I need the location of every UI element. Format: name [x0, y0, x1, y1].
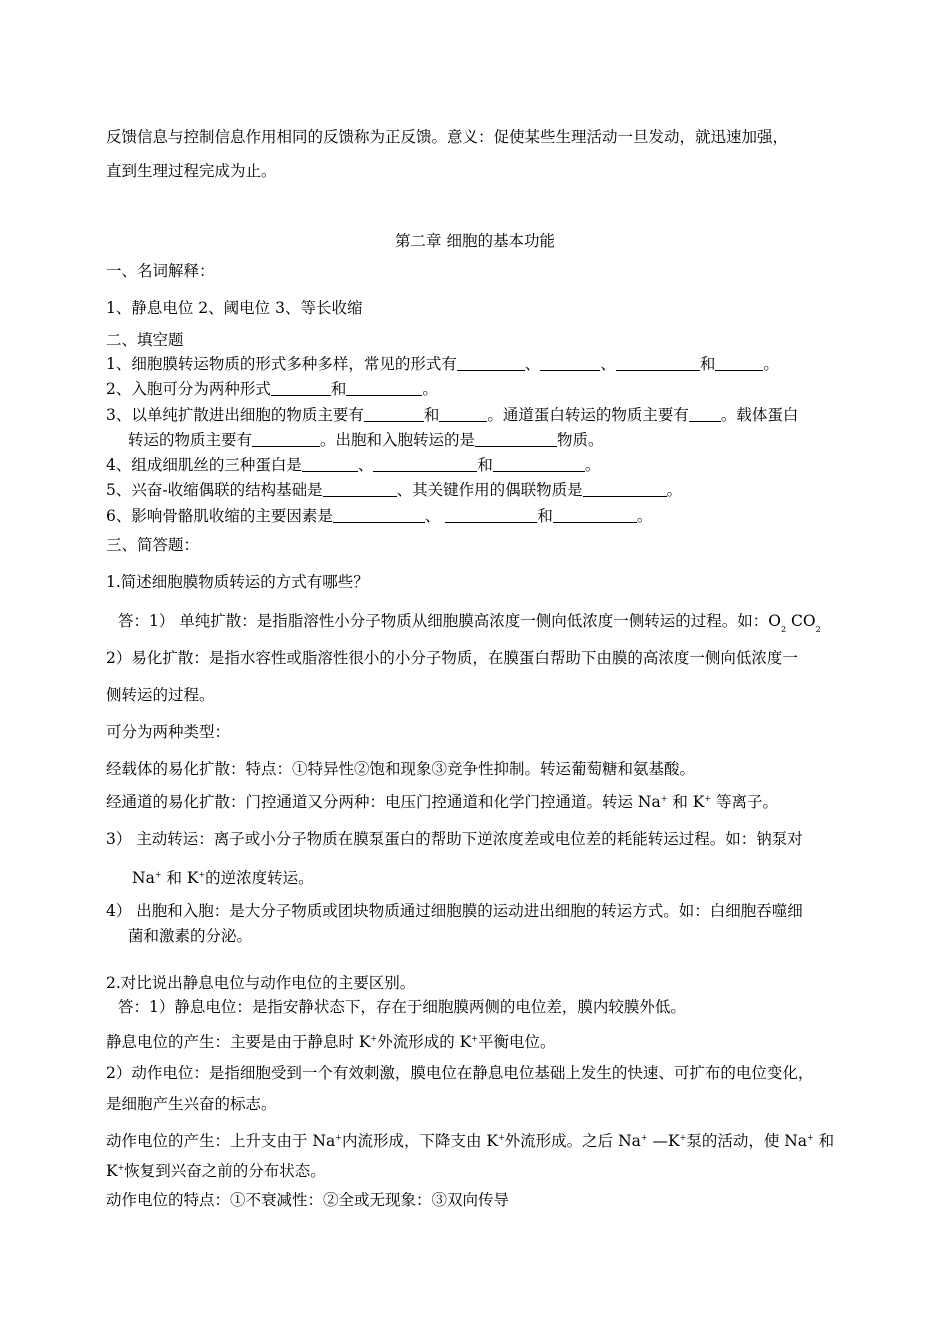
text: 转运的物质主要有 — [128, 431, 253, 449]
blank-field[interactable] — [553, 507, 637, 523]
text: 。通道蛋白转运的物质主要有 — [487, 406, 689, 424]
blank-field[interactable] — [302, 456, 358, 472]
text: 的逆浓度转运。 — [205, 869, 314, 887]
text: 和 — [699, 355, 716, 373]
fill-blank-1 — [106, 353, 779, 375]
blank-field[interactable] — [540, 355, 600, 371]
blank-field[interactable] — [457, 355, 525, 371]
text: 4、组成细肌丝的三种蛋白是 — [106, 456, 302, 474]
text: 。 — [636, 507, 653, 525]
blank-field[interactable] — [323, 481, 397, 497]
blank-field[interactable] — [616, 355, 700, 371]
text: 和 — [423, 406, 440, 424]
text: 第二章 细胞的基本功能 — [395, 232, 555, 250]
text: 1、细胞膜转运物质的形式多种多样，常见的形式有 — [106, 355, 457, 373]
fill-blank-4 — [106, 454, 600, 476]
text: 和 — [537, 507, 553, 525]
text: 动作电位的特点：①不衰减性：②全或无现象：③双向传导 — [106, 1191, 510, 1209]
answer-line — [118, 610, 821, 641]
text: 和 K — [161, 869, 199, 887]
text: 一、名词解释： — [106, 262, 215, 280]
text: 反馈信息与控制信息作用相同的反馈称为正反馈。意义：促使某些生理活动一旦发动，就迅速加强， — [106, 128, 789, 146]
text: 是细胞产生兴奋的标志。 — [106, 1095, 277, 1113]
text: 。 — [666, 481, 683, 499]
fill-blank-6 — [106, 505, 652, 527]
answer-line — [106, 1189, 509, 1211]
blank-field[interactable] — [271, 380, 331, 396]
answer-line — [132, 864, 314, 889]
answer-line — [106, 1062, 813, 1084]
answer-line — [106, 647, 798, 669]
fill-blank-3-cont — [128, 429, 604, 451]
superscript: + — [471, 1034, 478, 1043]
answer-line — [106, 1157, 326, 1182]
text: Na — [132, 869, 155, 887]
text: 、 — [600, 355, 616, 373]
superscript: + — [154, 870, 162, 879]
blank-field[interactable] — [689, 406, 721, 422]
answer-line — [106, 1127, 834, 1152]
text: 侧转运的过程。 — [106, 686, 215, 704]
blank-field[interactable] — [439, 406, 487, 422]
text: 答：1）静息电位：是指安静状态下，存在于细胞膜两侧的电位差，膜内较膜外低。 — [118, 998, 686, 1016]
fill-blank-5 — [106, 479, 682, 501]
text: 1、静息电位 2、阈电位 3、等长收缩 — [106, 299, 363, 317]
text: 、 — [357, 456, 374, 474]
superscript: + — [117, 1163, 125, 1172]
text: 平衡电位。 — [477, 1033, 556, 1051]
text: 经载体的易化扩散：特点：①特异性②饱和现象③竞争性抑制。转运葡萄糖和氨基酸。 — [106, 760, 696, 778]
blank-field[interactable] — [373, 456, 477, 472]
text: 泵的活动，使 Na — [686, 1132, 808, 1150]
text: 。 — [422, 380, 438, 398]
superscript: + — [497, 1133, 505, 1142]
superscript: + — [704, 794, 712, 803]
answer-line — [106, 1093, 277, 1115]
text: 和 — [813, 1132, 835, 1150]
answer-line — [118, 996, 686, 1018]
text: 和 — [330, 380, 347, 398]
terms-line — [106, 297, 362, 319]
superscript: + — [660, 794, 668, 803]
text: 。 — [763, 355, 779, 373]
text: 6、影响骨骼肌收缩的主要因素是 — [106, 507, 333, 525]
text: K — [106, 1162, 118, 1180]
subscript: 2 — [781, 625, 787, 634]
blank-field[interactable] — [346, 380, 422, 396]
superscript: + — [679, 1133, 687, 1142]
text-line — [106, 160, 277, 182]
text: 外流形成。之后 Na — [504, 1132, 641, 1150]
text: 2）易化扩散：是指水容性或脂溶性很小的小分子物质，在膜蛋白帮助下由膜的高浓度一侧向低浓度一 — [106, 649, 798, 667]
text: 菌和激素的分泌。 — [128, 927, 253, 945]
text: 2、入胞可分为两种形式 — [106, 380, 271, 398]
text-line — [106, 126, 788, 148]
blank-field[interactable] — [252, 431, 320, 447]
superscript: + — [335, 1133, 342, 1142]
text: 经通道的易化扩散：门控通道又分两种：电压门控通道和化学门控通道。转运 Na — [106, 793, 661, 811]
text: 4） 出胞和入胞：是大分子物质或团块物质通过细胞膜的运动进出细胞的转运方式。如：白细胞吞噬细 — [106, 902, 803, 920]
blank-field[interactable] — [333, 507, 425, 523]
text: 二、填空题 — [106, 331, 184, 349]
text: 1.简述细胞膜物质转运的方式有哪些？ — [106, 573, 369, 591]
answer-line — [106, 684, 215, 706]
text: 动作电位的产生：上升支由于 Na — [106, 1132, 336, 1150]
text: 外流形成的 K — [377, 1033, 472, 1051]
blank-field[interactable] — [583, 481, 667, 497]
chapter-title — [0, 230, 950, 252]
text: 、 — [524, 355, 541, 373]
blank-field[interactable] — [493, 456, 585, 472]
superscript: + — [370, 1034, 378, 1043]
text: 。载体蛋白 — [720, 406, 799, 424]
answer-line — [106, 788, 778, 813]
text: 、 — [424, 507, 446, 525]
fill-blank-3 — [106, 404, 798, 426]
text: 3） 主动转运：离子或小分子物质在膜泵蛋白的帮助下逆浓度差或电位差的耗能转运过程。如：钠泵对 — [106, 830, 803, 848]
answer-line — [106, 1028, 555, 1053]
blank-field[interactable] — [715, 355, 763, 371]
superscript: + — [640, 1133, 648, 1142]
section-heading — [106, 329, 184, 351]
text: 。出胞和入胞转运的是 — [320, 431, 476, 449]
text: 答：1） 单纯扩散：是指脂溶性小分子物质从细胞膜高浓度一侧向低浓度一侧转运的过程。如：O — [118, 612, 781, 630]
text: 和 K — [667, 793, 705, 811]
text: 。 — [584, 456, 601, 474]
text: 可分为两种类型： — [106, 723, 231, 741]
text: 2.对比说出静息电位与动作电位的主要区别。 — [106, 974, 416, 992]
text: 2）动作电位：是指细胞受到一个有效刺激，膜电位在静息电位基础上发生的快速、可扩布的电位变化， — [106, 1064, 814, 1082]
answer-line — [128, 925, 252, 947]
text: 直到生理过程完成为止。 — [106, 162, 277, 180]
answer-line — [106, 721, 230, 743]
text: CO — [786, 612, 816, 630]
text: —K — [647, 1132, 680, 1150]
text: 内流形成，下降支由 K — [341, 1132, 498, 1150]
text: 5、兴奋-收缩偶联的结构基础是 — [106, 481, 323, 499]
superscript: + — [198, 870, 206, 879]
text: 恢复到兴奋之前的分布状态。 — [124, 1162, 326, 1180]
fill-blank-2 — [106, 378, 438, 400]
blank-field[interactable] — [364, 406, 424, 422]
blank-field[interactable] — [475, 431, 557, 447]
text: 等离子。 — [711, 793, 779, 811]
section-heading — [106, 260, 215, 282]
text: 物质。 — [557, 431, 604, 449]
text: 3、以单纯扩散进出细胞的物质主要有 — [106, 406, 364, 424]
question-2 — [106, 972, 415, 994]
text: 静息电位的产生：主要是由于静息时 K — [106, 1033, 371, 1051]
question-1 — [106, 571, 369, 593]
subscript: 2 — [815, 625, 821, 634]
text: 三、简答题： — [106, 536, 200, 554]
section-heading — [106, 534, 199, 556]
answer-line — [106, 828, 803, 850]
text: 和 — [477, 456, 493, 474]
answer-line — [106, 758, 695, 780]
blank-field[interactable] — [445, 507, 537, 523]
answer-line — [106, 900, 803, 922]
superscript: + — [807, 1133, 814, 1142]
text: 、其关键作用的偶联物质是 — [396, 481, 583, 499]
